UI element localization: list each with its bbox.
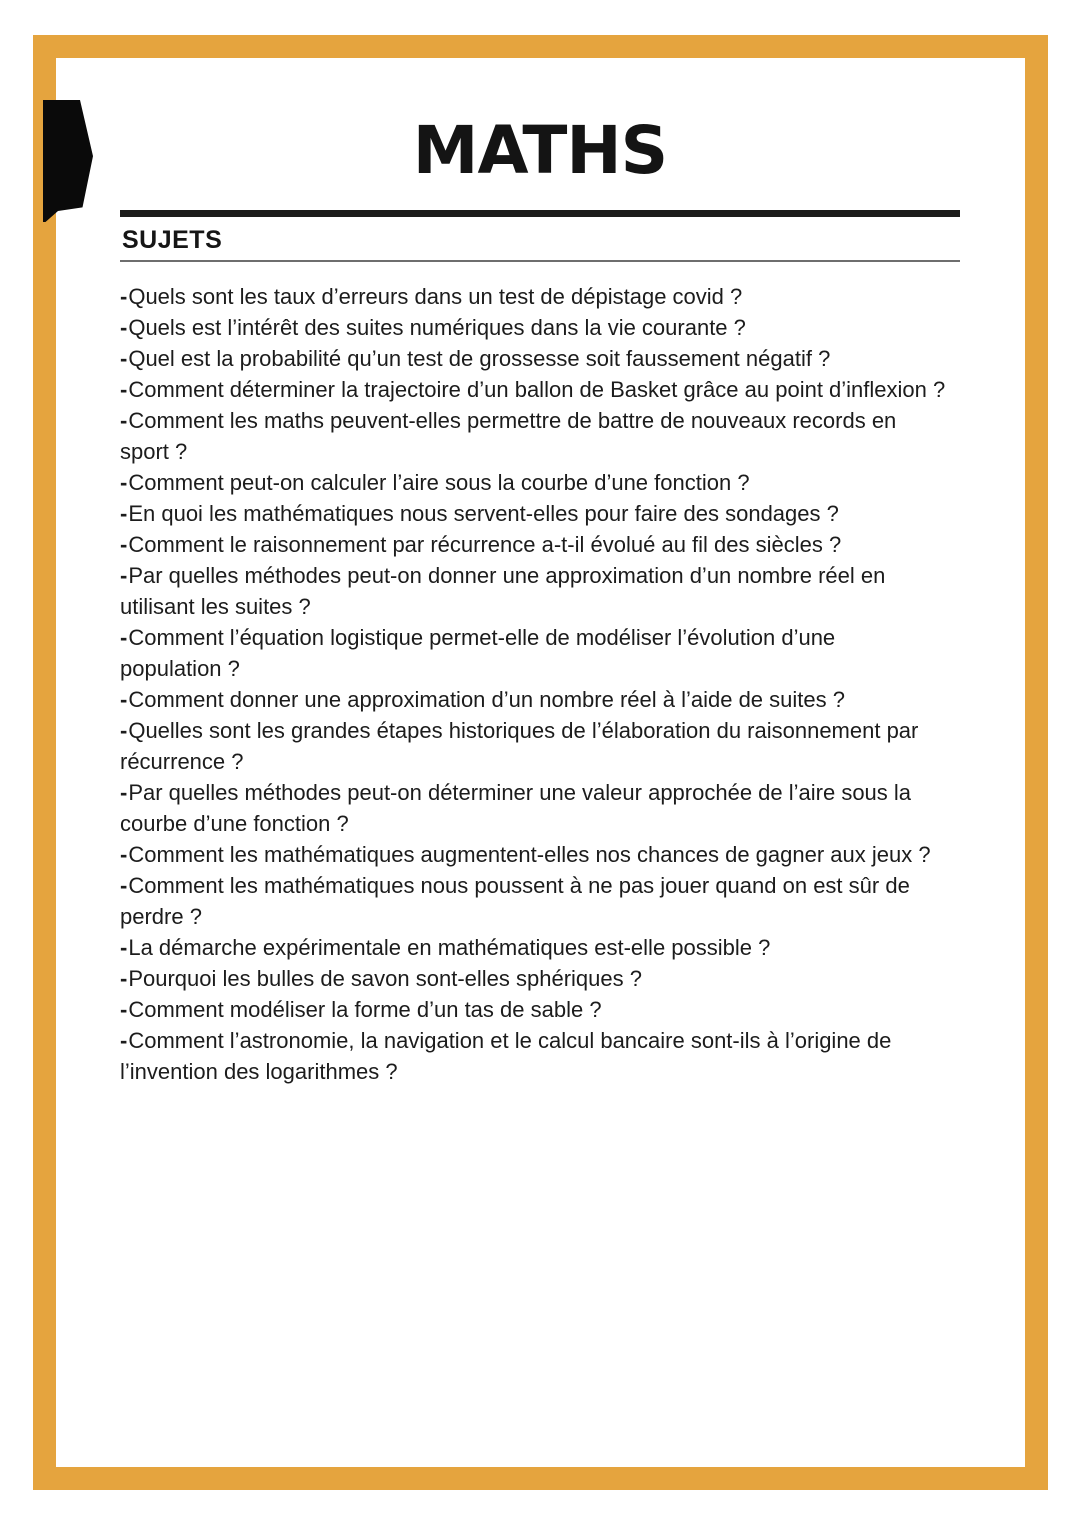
question-text: Comment les mathématiques nous poussent à ne pas jouer quand on est sûr de xyxy=(128,873,910,898)
question-text: Comment déterminer la trajectoire d’un ballon de Basket grâce au point d’inflexion ? xyxy=(128,377,946,402)
bullet-dash: - xyxy=(120,997,128,1022)
question-item xyxy=(120,839,1000,870)
bullet-dash: - xyxy=(120,346,128,371)
question-text: Comment les mathématiques augmentent-elles nos chances de gagner aux jeux ? xyxy=(128,842,931,867)
question-text: Comment le raisonnement par récurrence a-t-il évolué au fil des siècles ? xyxy=(128,532,842,557)
question-text: Comment l’équation logistique permet-elle de modéliser l’évolution d’une xyxy=(128,625,836,650)
question-text: sport ? xyxy=(120,439,188,464)
question-text: Quel est la probabilité qu’un test de grossesse soit faussement négatif ? xyxy=(128,346,831,371)
bullet-dash: - xyxy=(120,532,128,557)
bullet-dash: - xyxy=(120,935,128,960)
question-text: population ? xyxy=(120,656,240,681)
question-item xyxy=(120,963,1000,994)
bullet-dash: - xyxy=(120,284,128,309)
bullet-dash: - xyxy=(120,470,128,495)
bullet-dash: - xyxy=(120,873,128,898)
question-text: Pourquoi les bulles de savon sont-elles sphériques ? xyxy=(128,966,642,991)
question-item xyxy=(120,870,1000,932)
question-item xyxy=(120,622,1000,684)
question-item xyxy=(120,1025,1000,1087)
bullet-dash: - xyxy=(120,718,128,743)
question-text: courbe d’une fonction ? xyxy=(120,811,349,836)
bullet-dash: - xyxy=(120,625,128,650)
question-text: Comment les maths peuvent-elles permettre de battre de nouveaux records en xyxy=(128,408,897,433)
page-title: MATHS xyxy=(412,112,668,189)
bullet-dash: - xyxy=(120,687,128,712)
question-item xyxy=(120,405,1000,467)
question-item xyxy=(120,498,1000,529)
question-text: Comment l’astronomie, la navigation et le calcul bancaire sont-ils à l’origine de xyxy=(128,1028,892,1053)
question-item xyxy=(120,312,1000,343)
bullet-dash: - xyxy=(120,842,128,867)
question-text: Quelles sont les grandes étapes historiques de l’élaboration du raisonnement par xyxy=(128,718,919,743)
question-text: perdre ? xyxy=(120,904,202,929)
question-item xyxy=(120,281,1000,312)
question-item xyxy=(120,715,1000,777)
bullet-dash: - xyxy=(120,780,128,805)
questions-list xyxy=(120,281,1000,1087)
question-item xyxy=(120,467,1000,498)
question-text: Comment peut-on calculer l’aire sous la courbe d’une fonction ? xyxy=(128,470,750,495)
title-divider xyxy=(120,210,960,217)
question-item xyxy=(120,374,1000,405)
question-text: Quels est l’intérêt des suites numériques dans la vie courante ? xyxy=(128,315,746,340)
question-item xyxy=(120,932,1000,963)
bullet-dash: - xyxy=(120,315,128,340)
question-text: utilisant les suites ? xyxy=(120,594,311,619)
question-item xyxy=(120,529,1000,560)
question-text: Comment donner une approximation d’un nombre réel à l’aide de suites ? xyxy=(128,687,845,712)
section-heading: SUJETS xyxy=(122,226,223,254)
question-text: récurrence ? xyxy=(120,749,244,774)
question-item xyxy=(120,777,1000,839)
bullet-dash: - xyxy=(120,501,128,526)
question-text: Par quelles méthodes peut-on déterminer une valeur approchée de l’aire sous la xyxy=(128,780,912,805)
question-text: l’invention des logarithmes ? xyxy=(120,1059,398,1084)
bullet-dash: - xyxy=(120,966,128,991)
question-item xyxy=(120,994,1000,1025)
question-text: En quoi les mathématiques nous servent-elles pour faire des sondages ? xyxy=(128,501,839,526)
question-text: Comment modéliser la forme d’un tas de sable ? xyxy=(128,997,602,1022)
question-text: La démarche expérimentale en mathématiques est-elle possible ? xyxy=(128,935,771,960)
question-text: Par quelles méthodes peut-on donner une approximation d’un nombre réel en xyxy=(128,563,886,588)
question-text: Quels sont les taux d’erreurs dans un test de dépistage covid ? xyxy=(128,284,743,309)
bullet-dash: - xyxy=(120,563,128,588)
section-divider xyxy=(120,260,960,262)
bullet-dash: - xyxy=(120,377,128,402)
bullet-dash: - xyxy=(120,1028,128,1053)
question-item xyxy=(120,343,1000,374)
bullet-dash: - xyxy=(120,408,128,433)
question-item xyxy=(120,684,1000,715)
question-item xyxy=(120,560,1000,622)
